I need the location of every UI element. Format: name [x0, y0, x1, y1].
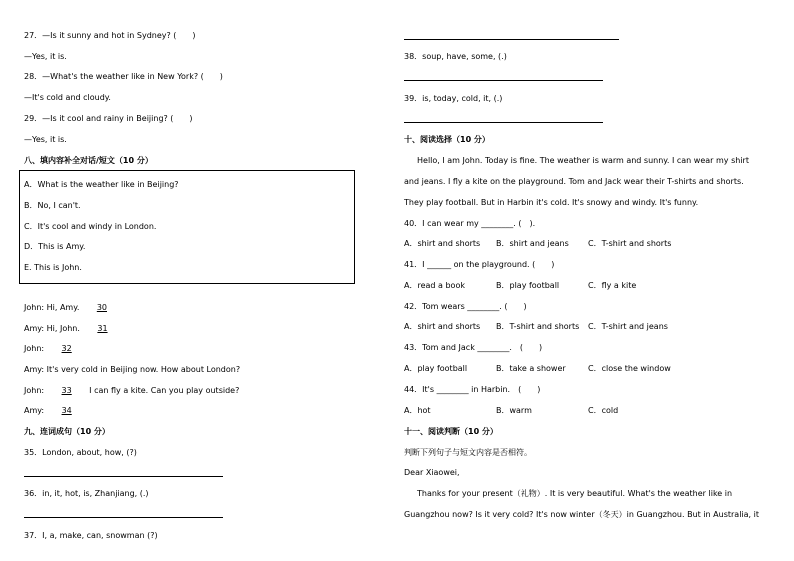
question-28: 28．—What's the weather like in New York? ( )	[24, 72, 223, 81]
option-e: E. This is John.	[24, 263, 82, 272]
question-29: 29．—Is it cool and rainy in Beijing? ( )	[24, 114, 193, 123]
blank-34[interactable]: 34	[61, 406, 72, 415]
dialogue-line-32: John: 32	[24, 343, 87, 354]
q43-option-c[interactable]: C．close the window	[588, 364, 671, 373]
passage-line-3: They play football. But in Harbin it's cold. It's snowy and windy. It's funny.	[404, 198, 699, 207]
question-37: 37．I, a, make, can, snowman (?)	[24, 531, 158, 540]
dialogue-line-31: Amy: Hi, John. 31	[24, 323, 122, 334]
blank-30[interactable]: 30	[96, 303, 107, 312]
question-42: 42．Tom wears ________. ( )	[404, 302, 527, 311]
q42-option-b[interactable]: B．T-shirt and shorts	[496, 322, 580, 331]
question-27-reply: —Yes, it is.	[24, 52, 67, 61]
q43-option-a[interactable]: A．play football	[404, 364, 468, 373]
blank-33[interactable]: 33	[61, 386, 72, 395]
option-c: C．It's cool and windy in London.	[24, 222, 157, 231]
dialogue-line-33: John: 33 I can fly a kite. Can you play outside?	[24, 386, 240, 395]
dialogue-line-4: Amy: It's very cold in Beijing now. How about London?	[24, 365, 241, 374]
section-11-heading: 十一、阅读判断（10 分）	[404, 427, 498, 436]
q40-option-b[interactable]: B．shirt and jeans	[496, 239, 569, 248]
q42-option-a[interactable]: A．shirt and shorts	[404, 322, 481, 331]
answer-line-36[interactable]	[24, 517, 223, 518]
letter-salutation: Dear Xiaowei,	[404, 468, 460, 477]
answer-line-35[interactable]	[24, 476, 223, 477]
letter-line-2: Guangzhou now? Is it very cold? It's now winter（冬天）in Guangzhou. But in Australia, it	[404, 510, 759, 519]
question-40: 40．I can wear my ________. ( ).	[404, 219, 536, 228]
right-column	[404, 0, 774, 561]
q40-option-a[interactable]: A．shirt and shorts	[404, 239, 481, 248]
answer-line-38[interactable]	[404, 80, 603, 81]
question-35: 35．London, about, how, (?)	[24, 448, 137, 457]
question-27: 27．—Is it sunny and hot in Sydney? ( )	[24, 31, 196, 40]
blank-31[interactable]: 31	[97, 324, 108, 333]
option-d: D．This is Amy.	[24, 242, 86, 251]
question-43: 43．Tom and Jack ________. ( )	[404, 343, 543, 352]
question-44: 44．It's ________ in Harbin. ( )	[404, 385, 541, 394]
blank-32[interactable]: 32	[61, 344, 72, 353]
dialogue-line-34: Amy: 34	[24, 405, 87, 416]
passage-line-1: Hello, I am John. Today is fine. The weather is warm and sunny. I can wear my shirt	[417, 156, 749, 165]
q41-option-c[interactable]: C．fly a kite	[588, 281, 637, 290]
q44-option-c[interactable]: C．cold	[588, 406, 619, 415]
dialogue-line-30: John: Hi, Amy. 30	[24, 302, 122, 313]
section-8-heading: 八、填内容补全对话/短文（10 分）	[24, 156, 153, 165]
section-9-heading: 九、连词成句（10 分）	[24, 427, 110, 436]
q41-option-b[interactable]: B．play football	[496, 281, 560, 290]
question-29-reply: —Yes, it is.	[24, 135, 67, 144]
question-41: 41．I ______ on the playground. ( )	[404, 260, 555, 269]
question-39: 39．is, today, cold, it, (.)	[404, 94, 503, 103]
question-28-reply: —It's cold and cloudy.	[24, 93, 111, 102]
passage-line-2: and jeans. I fly a kite on the playground. Tom and Jack wear their T-shirts and shorts.	[404, 177, 744, 186]
question-38: 38．soup, have, some, (.)	[404, 52, 507, 61]
letter-line-1: Thanks for your present（礼物）. It is very beautiful. What's the weather like in	[417, 489, 733, 498]
q40-option-c[interactable]: C．T-shirt and shorts	[588, 239, 672, 248]
instruction: 判断下列句子与短文内容是否相符。	[404, 448, 532, 457]
q44-option-b[interactable]: B．warm	[496, 406, 532, 415]
q42-option-c[interactable]: C．T-shirt and jeans	[588, 322, 668, 331]
question-36: 36．in, it, hot, is, Zhanjiang, (.)	[24, 489, 149, 498]
answer-line-37[interactable]	[404, 39, 619, 40]
answer-line-39[interactable]	[404, 122, 603, 123]
section-10-heading: 十、阅读选择（10 分）	[404, 135, 490, 144]
q41-option-a[interactable]: A．read a book	[404, 281, 465, 290]
option-a: A．What is the weather like in Beijing?	[24, 180, 179, 189]
options-box	[19, 170, 355, 284]
option-b: B．No, I can't.	[24, 201, 81, 210]
q43-option-b[interactable]: B．take a shower	[496, 364, 566, 373]
q44-option-a[interactable]: A．hot	[404, 406, 431, 415]
